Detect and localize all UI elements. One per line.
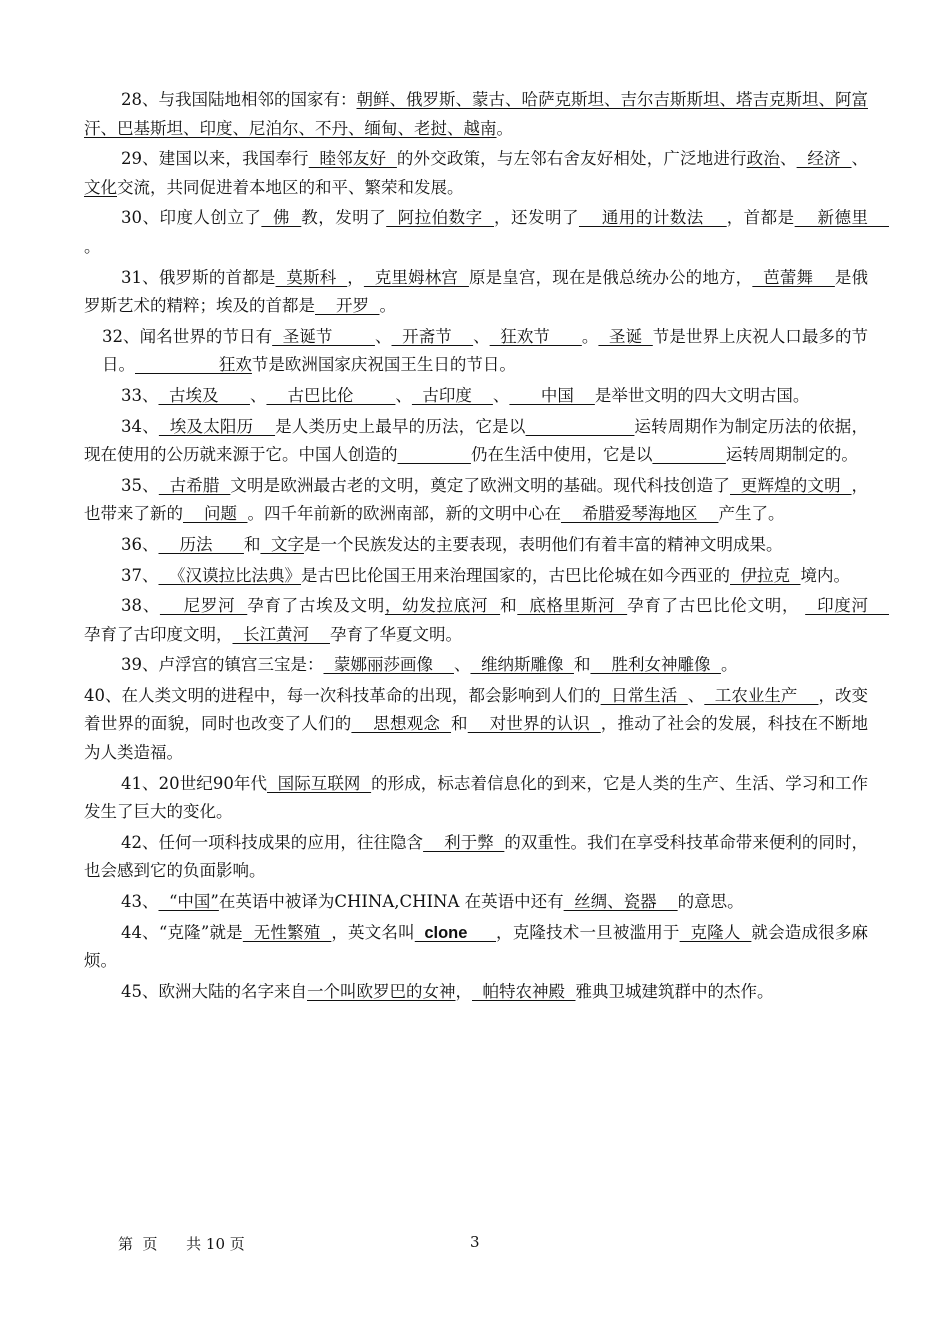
question-paragraph [84,204,889,261]
answer-blank: 文字 [260,534,304,554]
question-text: ，推动了社会的发展，科技在不断地为人类造福。 [84,714,869,763]
question-text: 32、闻名世界的节日有 [102,326,273,346]
footer-page-count: 第 页 共 10 页 [118,1235,245,1253]
answer-blank: 朝鲜、俄罗斯、蒙古、哈萨克斯坦、吉尔吉斯斯坦、塔吉克斯坦、阿富汗、巴基斯坦、印度、尼泊尔、不丹、缅甸、老挝、越南 [84,90,868,138]
question-text: 、 [249,385,267,405]
answer-blank: 开斋节 [391,326,474,346]
answer-blank: “中国” [158,892,219,912]
question-text: 孕育了华夏文明。 [329,624,462,644]
question-text: 34、 [121,416,159,436]
answer-blank: 芭蕾舞 [752,267,835,287]
answer-blank: 印度河 [805,596,889,616]
question-text: ，也带来了新的 [84,475,869,524]
answer-blank: 维纳斯雕像 [470,655,574,675]
answer-blank [652,445,725,464]
question-text: ， [455,981,472,1001]
question-text: 41、20世纪90年代 [121,773,268,793]
question-paragraph [84,888,868,917]
question-text: 是举世文明的四大文明古国。 [594,385,810,405]
answer-blank: 古印度 [411,385,493,405]
question-text: 30、印度人创立了 [121,208,262,228]
question-text: 产生了。 [718,504,785,524]
answer-blank: 圣诞节 [272,326,375,346]
answer-blank: 开罗 [315,296,380,316]
question-text: 43、 [121,892,159,912]
question-text: 35、 [121,475,159,495]
question-paragraph [84,145,868,202]
question-text: 是一个民族发达的主要表现，表明他们有着丰富的精神文明成果。 [303,534,783,554]
question-text: 孕育了古印度文明， [84,624,233,644]
question-text: 、 [453,655,471,675]
question-text: 44、“克隆”就是 [121,922,243,942]
question-text: 。 [720,655,738,675]
question-text: 36、 [121,534,159,554]
answer-blank: 狂欢 [135,355,252,375]
question-paragraph [84,651,868,680]
question-text: 、 [492,385,510,405]
question-text: 仍在生活中使用，它是以 [470,445,653,465]
answer-blank [526,417,635,436]
answer-blank: 政治 [746,149,780,169]
answer-blank: 利于弊 [423,832,505,852]
question-text: 和 [573,655,591,675]
answer-blank: 古巴比伦 [266,385,396,405]
question-text: 、 [374,326,392,346]
question-text: 原是皇宫，现在是俄总统办公的地方， [468,267,753,287]
question-text: 在英语中被译为CHINA,CHINA 在英语中还有 [218,892,564,912]
answer-blank: 睦邻友好 [308,149,397,169]
question-paragraph [84,86,868,143]
question-text: 。 [496,118,513,138]
answer-blank: 文化 [84,177,117,197]
question-text: 31、俄罗斯的首都是 [121,267,276,287]
question-paragraph [84,323,868,380]
question-text: 就会造成很多麻烦。 [84,922,869,971]
question-text: 28、与我国陆地相邻的国家有： [121,90,357,109]
question-text: 节是世界上庆祝人口最多的节日。 [102,326,869,375]
question-text: 。 [581,326,599,346]
question-text: 是俄罗斯艺术的精粹；埃及的首都是 [84,267,869,316]
document-body [84,86,889,1006]
answer-blank: 更辉煌的文明 [730,475,852,495]
question-paragraph [84,472,868,529]
answer-blank: 丝绸、瓷器 [563,892,678,912]
answer-blank: ，幼发拉底河 [384,596,501,616]
question-paragraph [84,770,868,827]
question-text: ，首都是 [726,208,795,228]
question-text: 。 [379,296,396,316]
question-text: 33、 [121,385,159,405]
answer-blank: 狂欢节 [489,326,582,346]
answer-blank: 伊拉克 [730,565,801,585]
question-text: 38、 [121,596,160,616]
question-paragraph [84,919,868,976]
question-text: ，克隆技术一旦被滥用于 [496,922,680,942]
answer-blank: 阿拉伯数字 [386,208,495,228]
question-text: ，还发明了 [494,208,579,228]
answer-blank: 《汉谟拉比法典》 [158,565,301,585]
answer-blank: 新德里 [794,208,889,228]
question-text: 。 [84,236,101,256]
question-text: 运转周期作为制定历法的依据，现在使用的公历就来源于它。中国人创造的 [84,416,869,465]
question-text: 运转周期制定的。 [725,445,858,465]
question-text: 29、建国以来，我国奉行 [121,149,309,169]
question-text: 交流，共同促进着本地区的和平、繁荣和发展。 [117,177,464,197]
question-paragraph [84,682,868,768]
answer-blank [398,445,471,464]
answer-blank: 对世界的认识 [467,714,601,734]
answer-blank: 无性繁殖 [242,922,332,942]
answer-blank: 国际互联网 [267,773,372,793]
question-text: 雅典卫城建筑群中的杰作。 [575,981,774,1001]
question-text: 是古巴比伦国王用来治理国家的，古巴比伦城在如今西亚的 [301,565,730,585]
question-text: 、 [473,326,490,346]
answer-blank: 通用的计数法 [578,208,727,228]
answer-blank: 历法 [158,534,244,554]
question-text: 、 [851,149,869,169]
answer-blank: 尼罗河 [159,596,248,616]
answer-blank: 底格里斯河 [517,596,628,616]
answer-blank: 克里姆林宫 [363,267,469,287]
question-text: 45、欧洲大陆的名字来自 [121,981,307,1001]
question-text: 37、 [121,565,159,585]
question-text: 文明是欧洲最古老的文明，奠定了欧洲文明的基础。现代科技创造了 [230,475,730,495]
answer-blank: 中国 [509,385,595,405]
answer-blank: 埃及太阳历 [158,416,276,436]
question-text: 的外交政策，与左邻右舍友好相处，广泛地进行 [396,149,747,169]
answer-blank: 帕特农神殿 [472,981,576,1001]
question-text: 的形成，标志着信息化的到来，它是人类的生产、生活、学习和工作发生了巨大的变化。 [84,773,868,822]
question-paragraph [84,531,868,560]
question-text: 教，发明了 [301,208,387,228]
question-text: 和 [451,714,468,734]
answer-blank: 古希腊 [158,475,231,495]
question-text: 、 [779,149,797,169]
question-text: 节是欧洲国家庆祝国王生日的节日。 [251,355,516,375]
answer-blank: 工农业生产 [704,685,819,705]
answer-blank: 长江黄河 [232,624,330,644]
answer-blank: 问题 [183,504,248,524]
question-text: 和 [500,596,518,616]
question-paragraph [84,382,868,411]
answer-blank: clone [414,923,497,942]
question-paragraph [84,592,889,649]
question-paragraph [84,264,868,321]
question-text: 42、任何一项科技成果的应用，往往隐含 [121,832,424,852]
answer-blank: 佛 [261,208,302,228]
answer-blank: 胜利女神雕像 [590,655,721,675]
question-text: 孕育了古巴比伦文明， [627,596,806,616]
answer-blank: 古埃及 [158,385,250,405]
answer-blank: 蒙娜丽莎画像 [323,655,454,675]
question-text: ，改变着世界的面貌，同时也改变了人们的 [84,685,869,734]
answer-blank: 日常生活 [600,685,688,705]
question-text: 的意思。 [677,892,744,912]
question-paragraph [84,978,868,1007]
question-text: 40、在人类文明的进程中，每一次科技革命的出现，都会影响到人们的 [84,685,601,705]
footer-page-number: 3 [470,1233,480,1251]
question-text: 、 [395,385,412,405]
question-text: 。四千年前新的欧洲南部，新的文明中心在 [247,504,561,524]
question-text: ， [347,267,364,287]
page-footer [0,1233,950,1257]
answer-blank: 莫斯科 [275,267,348,287]
answer-blank: 克隆人 [679,922,752,942]
question-text: 的双重性。我们在享受科技革命带来便利的同时，也会感到它的负面影响。 [84,832,869,881]
question-text: 是人类历史上最早的历法，它是以 [275,416,526,436]
question-text: 39、卢浮宫的镇宫三宝是： [121,655,324,675]
question-text: 和 [243,534,261,554]
answer-blank: 一个叫欧罗巴的女神 [307,981,456,1001]
answer-blank: 圣诞 [598,326,653,346]
answer-blank: 思想观念 [351,714,452,734]
answer-blank: 希腊爱琴海地区 [560,504,719,524]
question-text: 孕育了古埃及文明 [247,596,385,616]
question-paragraph [84,413,868,470]
question-text: 境内。 [800,565,850,585]
answer-blank: 经济 [796,149,852,169]
question-text: ，英文名叫 [331,922,415,942]
question-paragraph [84,829,868,886]
question-text: 、 [687,685,705,705]
question-paragraph [84,562,868,591]
